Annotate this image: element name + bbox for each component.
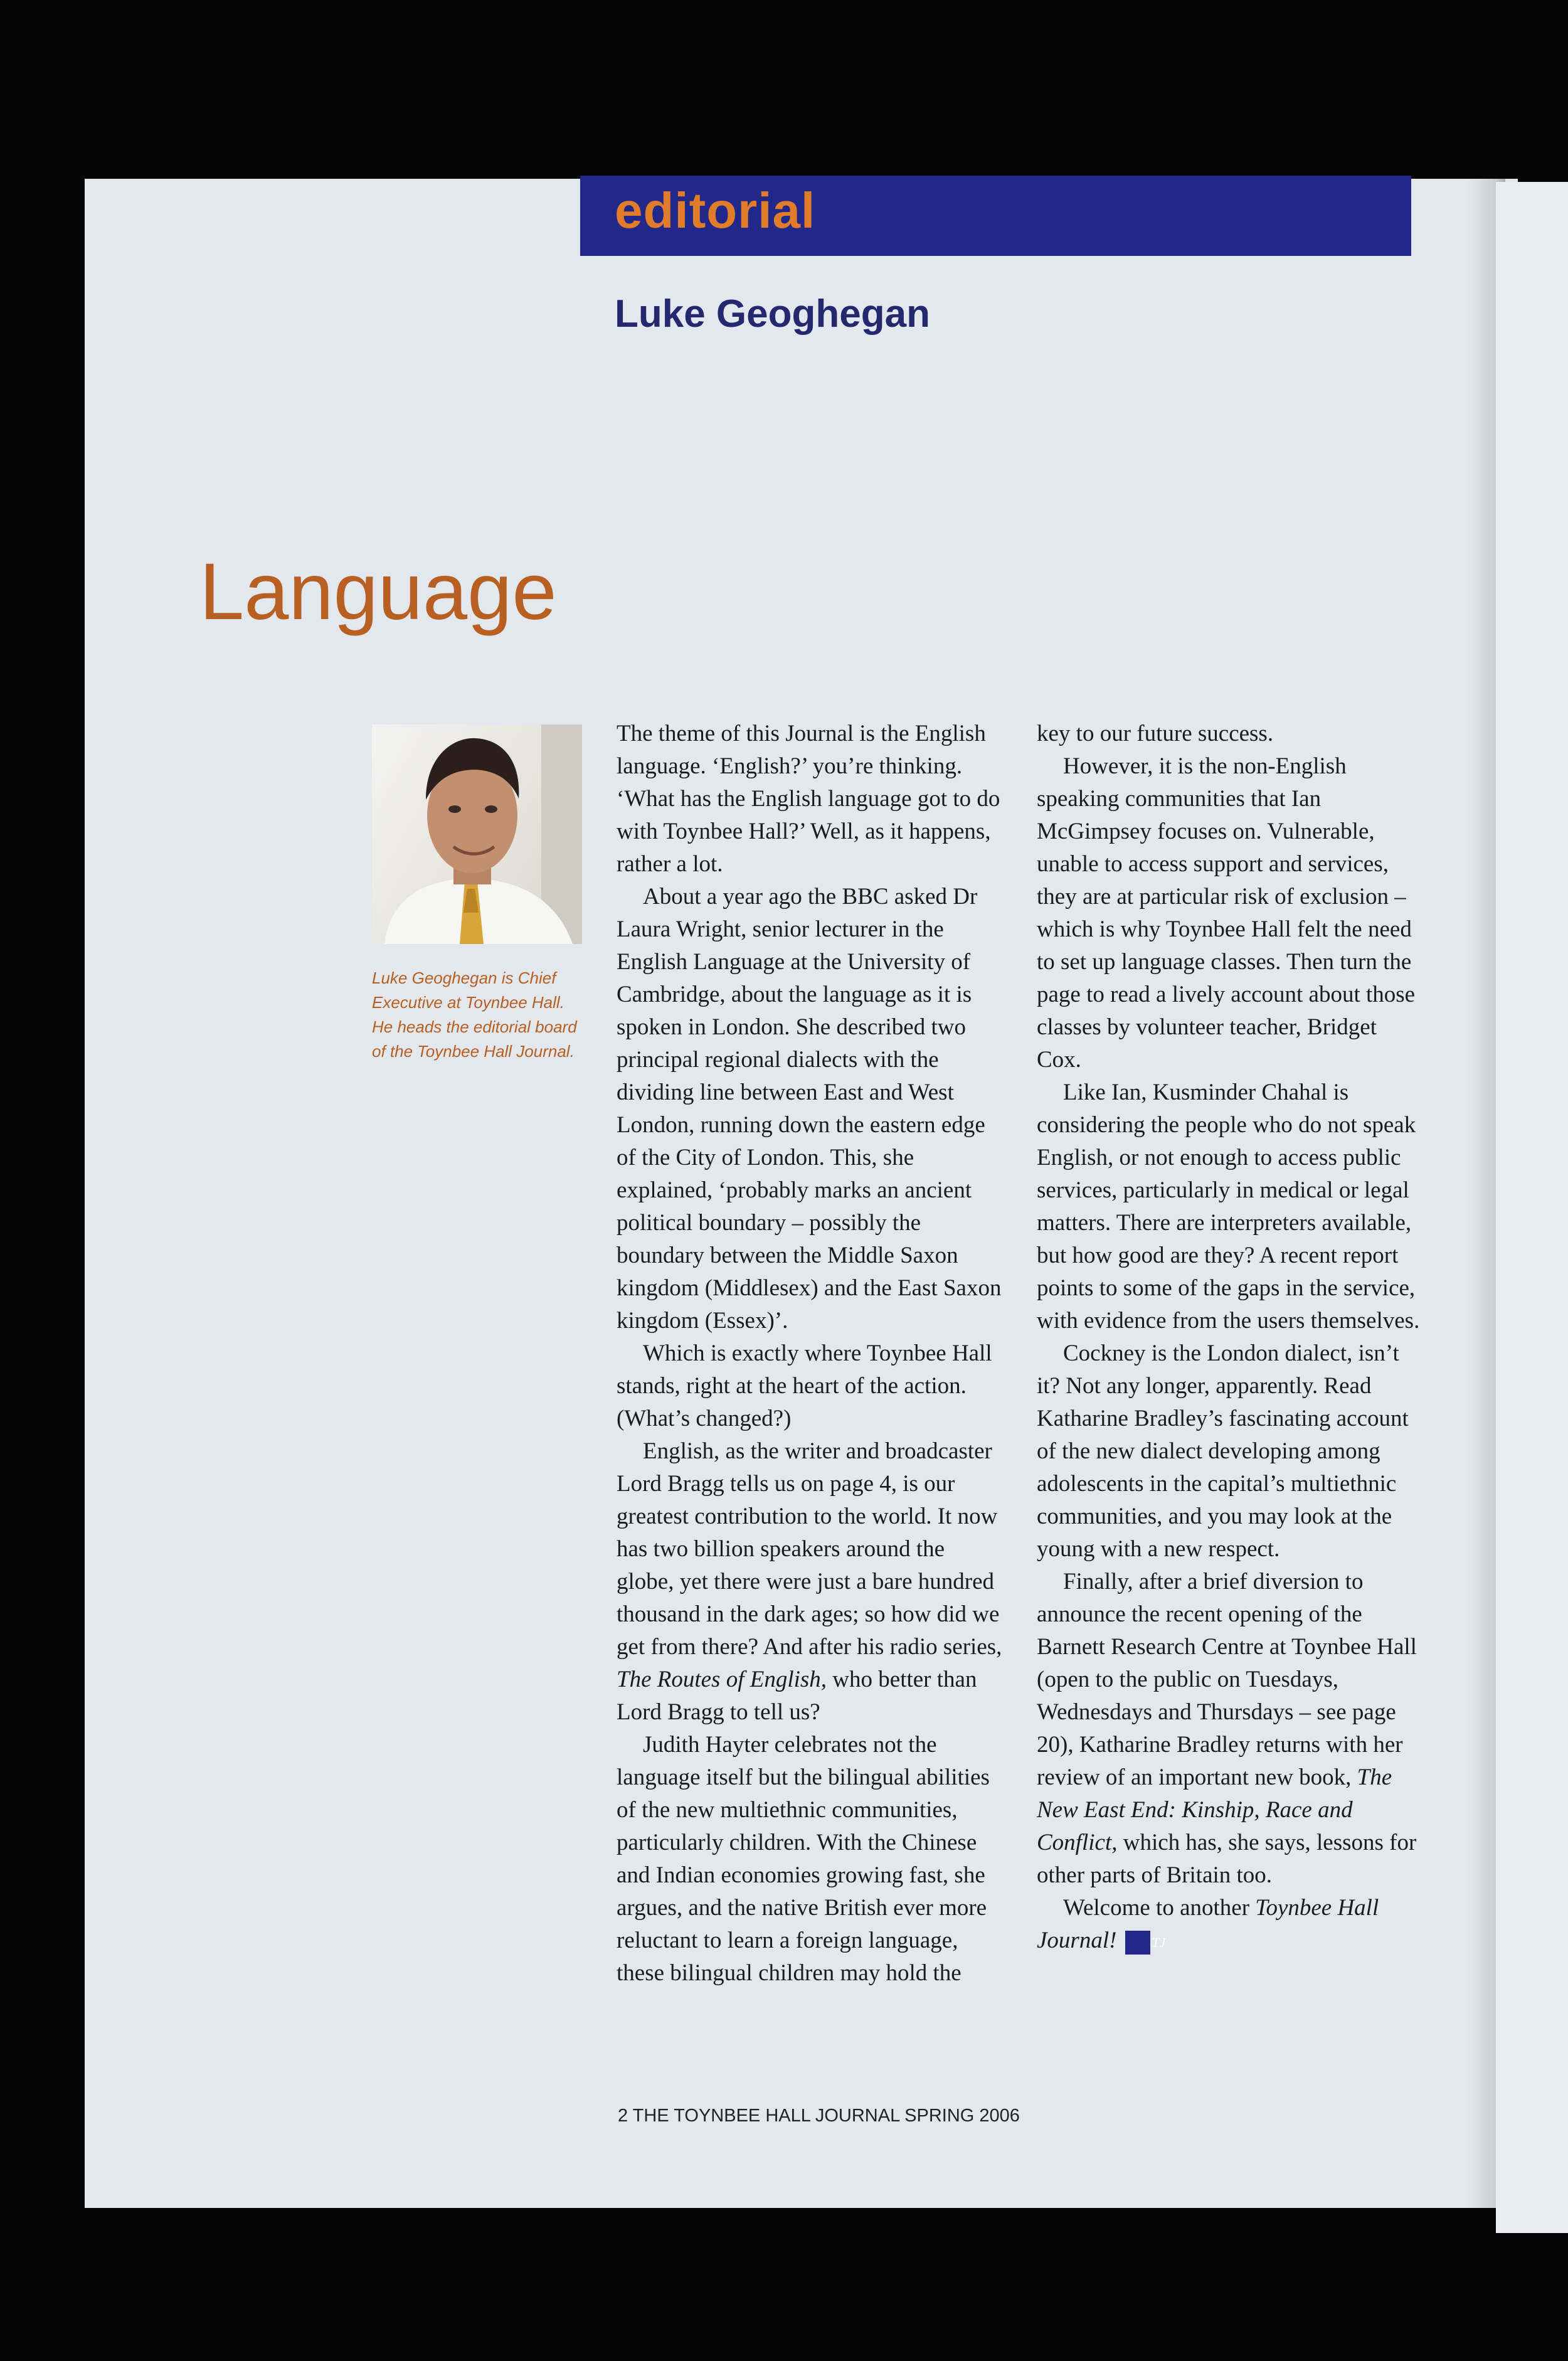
- italic-title: Toynbee Hall Journal!: [1037, 1895, 1379, 1953]
- italic-title: The New East End: Kinship, Race and Conflict,: [1037, 1764, 1392, 1855]
- photo-caption: Luke Geoghegan is Chief Executive at Toynbee Hall. He heads the editorial board of the Toynbee Hall Journal.: [372, 968, 577, 1061]
- adjacent-page-edge: [1496, 182, 1568, 2233]
- paragraph: [1037, 1892, 1426, 1957]
- paragraph-text: which has, she says, lessons for other parts of Britain too.: [1037, 1830, 1417, 1888]
- italic-title: The Routes of English,: [617, 1667, 827, 1692]
- paragraph: About a year ago the BBC asked Dr Laura Wright, senior lecturer in the English Language at the University of Cambridge, about the language as it is spoken in London. She described two principal regional dialects with the dividing line between East and West London, running down the eastern edge of the City of London. This, she explained, ‘probably marks an ancient political boundary – possibly the boundary between the Middle Saxon kingdom (Middlesex) and the East Saxon kingdom (Essex)’.: [617, 884, 1002, 1334]
- article-column-1: [617, 718, 1005, 1990]
- portrait-illustration: [372, 724, 582, 944]
- tj-end-mark-icon: TJ: [1125, 1931, 1150, 1955]
- paragraph: Which is exactly where Toynbee Hall stands, right at the heart of the action. (What’s changed?): [617, 1340, 992, 1431]
- paragraph-text: Finally, after a brief diversion to announce the recent opening of the Barnett Research Centre at Toynbee Hall (open to the public on Tuesdays, Wednesdays and Thursdays – see page 20), Katharine Bradley returns with her review of an important new book,: [1037, 1569, 1417, 1790]
- paragraph-text: English, as the writer and broadcaster Lord Bragg tells us on page 4, is our greatest contribution to the world. It now has two billion speakers around the globe, yet there were just a bare hundred thousand in the dark ages; so how did we get from there? And after his radio series,: [617, 1438, 1002, 1660]
- author-photo: [372, 724, 582, 944]
- paragraph: Cockney is the London dialect, isn’t it? Not any longer, apparently. Read Katharine Bradley’s fascinating account of the new dialect developing among adolescents in the capital’s multiethnic communities, and you may look at the young with a new respect.: [1037, 1340, 1409, 1562]
- paragraph: The theme of this Journal is the English language. ‘English?’ you’re thinking. ‘What has the English language got to do with Toynbee Hall?’ Well, as it happens, rather a lot.: [617, 721, 1000, 877]
- paragraph-text: Welcome to another: [1063, 1895, 1256, 1921]
- paragraph: However, it is the non-English speaking communities that Ian McGimpsey focuses on. Vulnerable, unable to access support and services, they are at particular risk of exclusion – which is why Toynbee Hall felt the need to set up language classes. Then turn the page to read a lively account about those classes by volunteer teacher, Bridget Cox.: [1037, 753, 1416, 1073]
- article-title: Language: [199, 547, 557, 637]
- paragraph: [1037, 1566, 1426, 1892]
- paragraph: Judith Hayter celebrates not the language itself but the bilingual abilities of the new multiethnic communities, particularly children. With the Chinese and Indian economies growing fast, she argues, and the native British ever more reluctant to learn a foreign language, these bilingual children may hold the: [617, 1732, 990, 1986]
- paragraph: Like Ian, Kusminder Chahal is considering the people who do not speak English, or not enough to access public services, particularly in medical or legal matters. There are interpreters available, but how good are they? A recent report points to some of the gaps in the service, with evidence from the users themselves.: [1037, 1080, 1420, 1334]
- page-footer: 2 THE TOYNBEE HALL JOURNAL SPRING 2006: [618, 2106, 1020, 2126]
- author-name: Luke Geoghegan: [615, 292, 930, 336]
- paragraph-text: who better than Lord Bragg to tell us?: [617, 1667, 977, 1725]
- paragraph: key to our future success.: [1037, 721, 1274, 746]
- paragraph: [617, 1435, 1005, 1729]
- article-column-2: [1037, 718, 1426, 1957]
- section-label: editorial: [615, 183, 816, 238]
